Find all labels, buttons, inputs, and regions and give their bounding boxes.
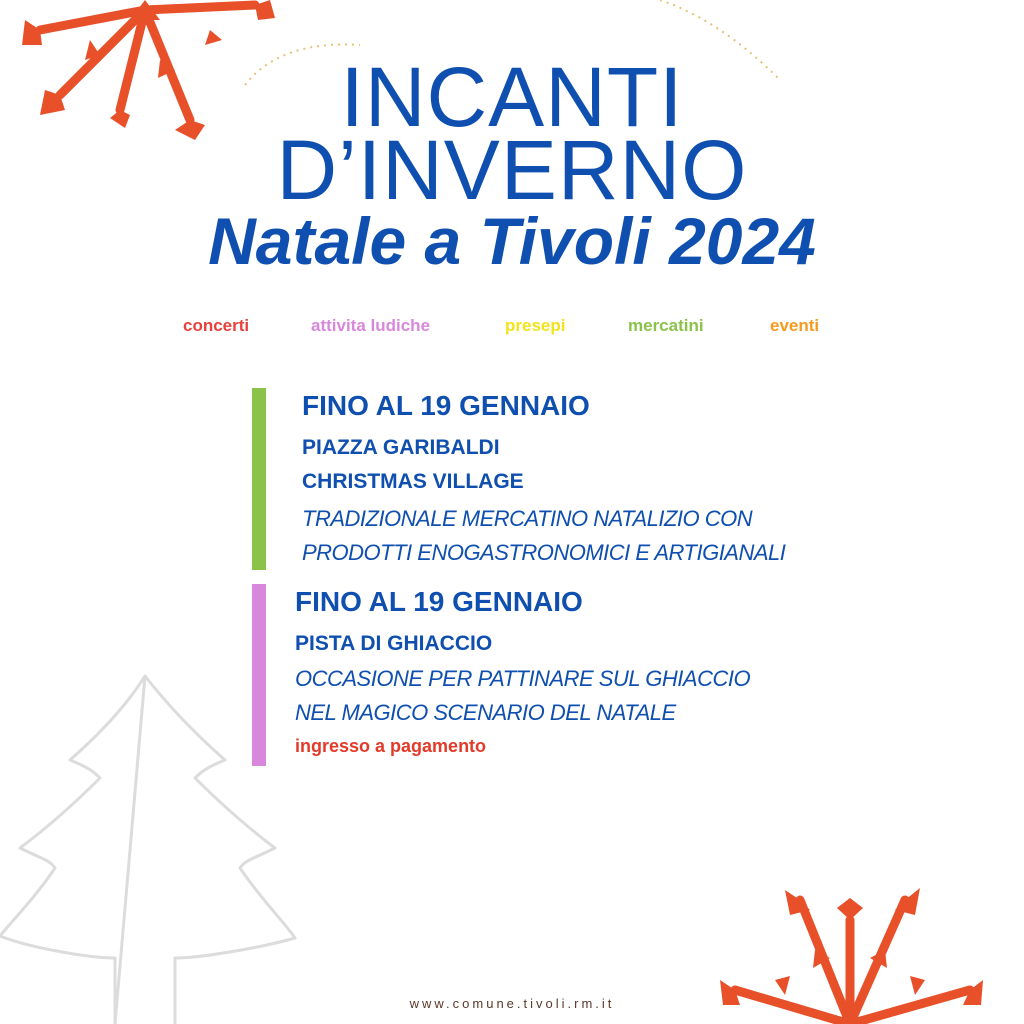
subtitle: Natale a Tivoli 2024 <box>208 204 816 278</box>
event-2-entry-fee-note: ingresso a pagamento <box>295 736 487 756</box>
website-url[interactable]: www.comune.tivoli.rm.it <box>409 996 615 1011</box>
event-1-description-line-2: PRODOTTI ENOGASTRONOMICI E ARTIGIANALI <box>302 540 786 565</box>
tag-concerti: concerti <box>183 316 250 335</box>
tag-mercatini: mercatini <box>628 316 704 335</box>
event-2-description-line-2: NEL MAGICO SCENARIO DEL NATALE <box>295 700 676 725</box>
tag-presepi: presepi <box>505 316 566 335</box>
event-2-date: FINO AL 19 GENNAIO <box>295 586 583 617</box>
tag-eventi: eventi <box>770 316 820 335</box>
event-2-description-line-1: OCCASIONE PER PATTINARE SUL GHIACCIO <box>295 666 751 691</box>
event-1-date: FINO AL 19 GENNAIO <box>302 390 590 421</box>
category-tags <box>0 316 1024 340</box>
event-2-place: PISTA DI GHIACCIO <box>295 632 493 655</box>
tag-attivita-ludiche: attivita ludiche <box>311 316 431 335</box>
event-1-place: PIAZZA GARIBALDI <box>302 436 500 459</box>
event-1-name: CHRISTMAS VILLAGE <box>302 470 524 493</box>
event-2-color-bar <box>252 584 266 766</box>
title-line-2: D’INVERNO <box>276 123 748 217</box>
event-1-color-bar <box>252 388 266 570</box>
title-line-1: INCANTI <box>340 50 684 144</box>
event-1-description-line-1: TRADIZIONALE MERCATINO NATALIZIO CON <box>302 506 753 531</box>
